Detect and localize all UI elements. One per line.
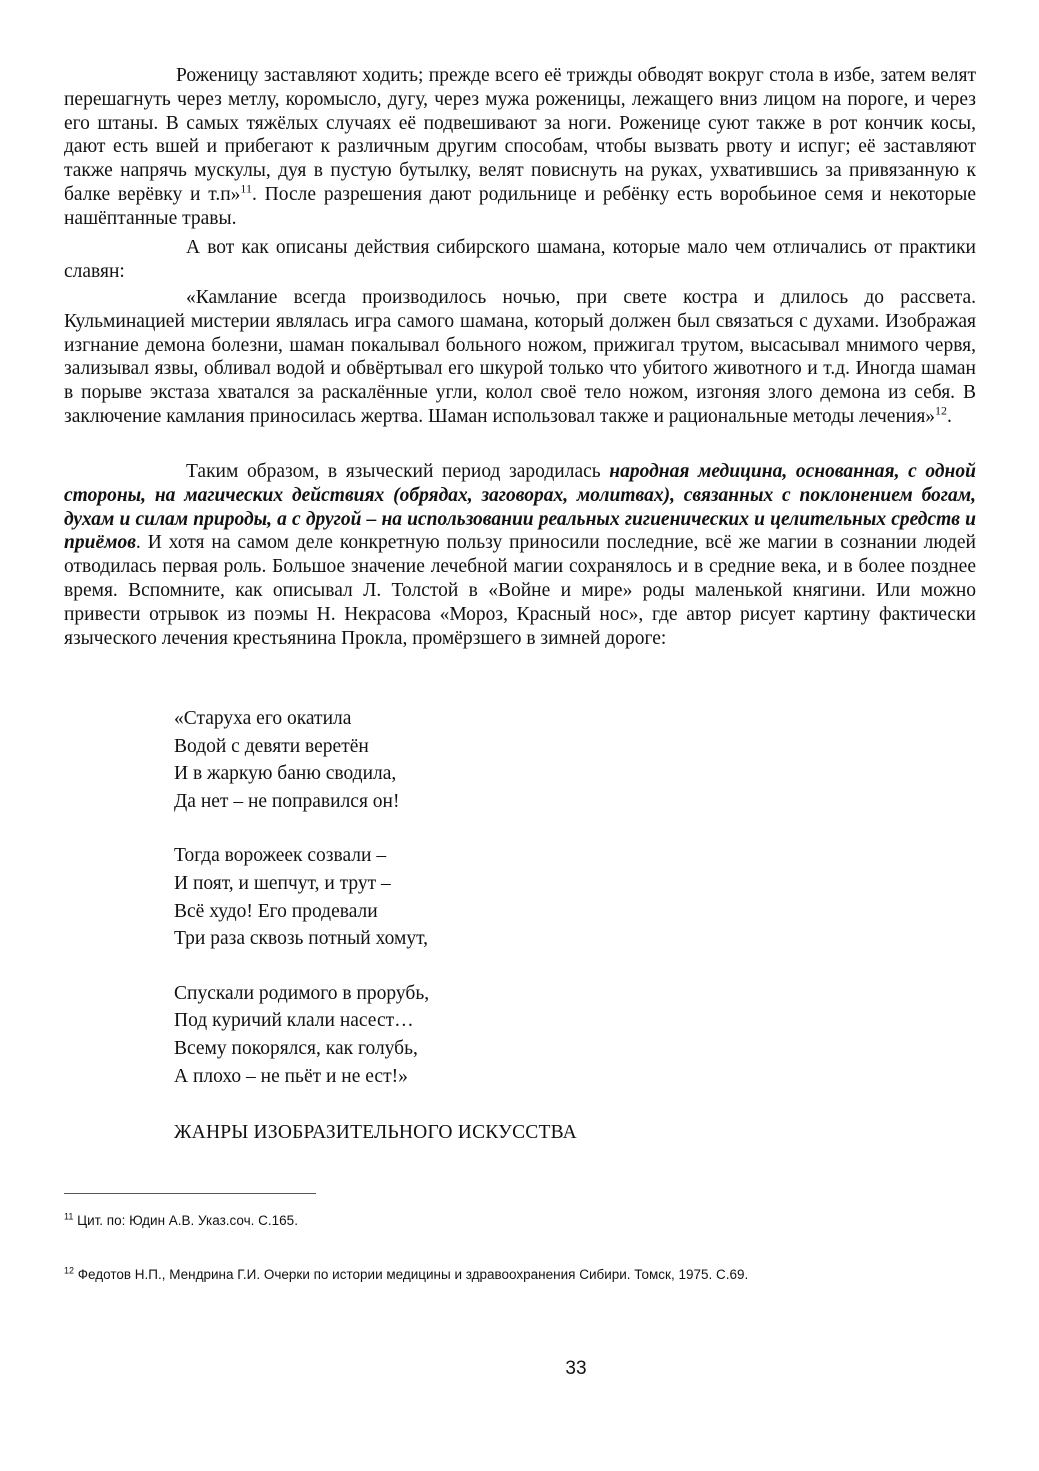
quote-text: «Камлание всегда производилось ночью, при свете костра и длилось до рассвета. Кульминацией мистерии являлась игра самого шамана, который должен был связаться с духами. Изображая изгнание демона болезни, шаман покалывал больного ножом, прижигал трутом, высасывал мнимого червя, зализывал язвы, обливал водой и обвёртывал его шкурой только что убитого животного и т.д. Иногда шаман в порыве экстаза хватался за раскалённые угли, колол своё тело ножом, изгоняя злого демона из себя. В заключение камлания приносилась жертва. Шаман использовал также и рациональные методы лечения»	[64, 287, 976, 427]
poem-stanza	[174, 842, 429, 952]
poem-line: Водой с девяти веретён	[174, 735, 369, 757]
poem-line: Всё худо! Его продевали	[174, 900, 378, 922]
footnote-text: Федотов Н.П., Мендрина Г.И. Очерки по истории медицины и здравоохранения Сибири. Томск, 1975. С.69.	[74, 1267, 749, 1282]
paragraph-shaman-quote	[64, 286, 976, 429]
poem-line: «Старуха его окатила	[174, 708, 352, 729]
footnote-text: Цит. по: Юдин А.В. Указ.соч. С.165.	[73, 1213, 298, 1228]
page-number: 33	[565, 1358, 587, 1379]
poem-line: Спускали родимого в прорубь,	[174, 982, 430, 1004]
footnote-reference-12[interactable]: 12	[935, 403, 948, 418]
footnote-11	[64, 1213, 298, 1228]
paragraph-childbirth-rituals	[64, 64, 976, 231]
poem-line: Под куричий клали насест…	[174, 1010, 414, 1032]
poem-line: Всему покорялся, как голубь,	[174, 1037, 418, 1059]
footnote-mark: 11	[64, 1211, 74, 1222]
quote-text-tail: .	[947, 405, 952, 427]
poem-line: И в жаркую баню сводила,	[174, 763, 397, 785]
poem-line: Да нет – не поправился он!	[174, 790, 400, 812]
paragraph-shaman-intro: А вот как описаны действия сибирского шамана, которые мало чем отличались от практики славян:	[64, 237, 976, 282]
emphasized-definition: народная медицина, основанная, с одной стороны, на магических действиях (обрядах, заговорах, молитвах), связанных с поклонением богам, духам и силам природы, а с другой – на использовании реальных гигиенических и целительных средств и приёмов	[64, 461, 976, 554]
poem-stanza	[174, 980, 429, 1090]
footnote-12	[64, 1267, 748, 1282]
poem-excerpt	[174, 705, 429, 1117]
poem-line: Тогда ворожеек созвали –	[174, 845, 387, 867]
paragraph-text-end: . И хотя на самом деле конкретную пользу приносили последние, всё же магии в сознании людей отводилась первая роль. Большое значение лечебной магии сохранялось и в средние века, и в более позднее время. Вспомните, как описывал Л. Толстой в «Войне и мире» роды маленькой княгини. Или можно привести отрывок из поэмы Н. Некрасова «Мороз, Красный нос», где автор рисует картину фактически языческого лечения крестьянина Прокла, промёрзшего в зимней дороге:	[64, 532, 976, 649]
poem-line: А плохо – не пьёт и не ест!»	[174, 1065, 408, 1087]
paragraph-text: Роженицу заставляют ходить; прежде всего её трижды обводят вокруг стола в избе, затем велят перешагнуть через метлу, коромысло, дугу, через мужа роженицы, лежащего вниз лицом на пороге, и через его штаны. В самых тяжёлых случаях её подвешивают за ноги. Роженице суют также в рот кончик косы, дают есть вшей и прибегают к различным другим способам, чтобы вызвать рвоту и испуг; её заставляют также напрячь мускулы, дуя в пустую бутылку, велят повиснуть на руках, ухватившись за привязанную к балке верёвку и т.п»	[64, 65, 976, 205]
section-heading: ЖАНРЫ ИЗОБРАЗИТЕЛЬНОГО ИСКУССТВА	[174, 1122, 577, 1143]
paragraph-folk-medicine	[64, 460, 976, 650]
poem-line: Три раза сквозь потный хомут,	[174, 928, 428, 950]
poem-line: И поят, и шепчут, и трут –	[174, 872, 391, 894]
footnote-mark: 12	[64, 1265, 75, 1276]
paragraph-text-tail: . После разрешения дают родильнице и ребёнку есть воробьиное семя и некоторые нашёптанные травы.	[64, 183, 977, 229]
footnote-reference-11[interactable]: 11	[240, 181, 252, 196]
poem-stanza	[174, 705, 429, 815]
paragraph-text: Таким образом, в языческий период зародилась	[186, 461, 610, 482]
footnote-divider	[64, 1193, 316, 1194]
